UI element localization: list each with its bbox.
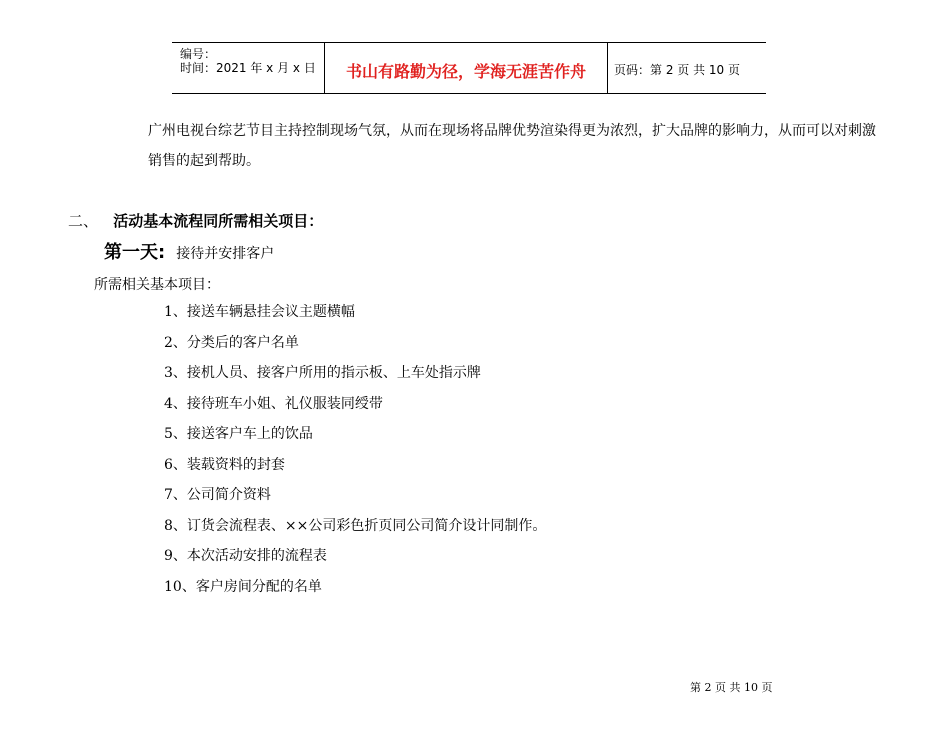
document-date: 时间：2021 年 x 月 x 日	[180, 61, 316, 75]
section-number: 二、	[68, 212, 99, 230]
motto-text: 书山有路勤为径，学海无涯苦作舟	[345, 62, 586, 81]
header-page-cell	[606, 43, 766, 93]
list-item: 5、接送客户车上的饮品	[164, 426, 313, 442]
header-motto-cell	[324, 43, 608, 93]
section-heading	[68, 210, 323, 231]
day-heading	[104, 238, 274, 264]
header-page-number: 页码：第 2 页 共 10 页	[614, 63, 740, 77]
requirements-title: 所需相关基本项目：	[94, 277, 220, 293]
list-item: 10、客户房间分配的名单	[164, 578, 322, 595]
page-footer: 第 2 页 共 10 页	[690, 681, 773, 694]
list-item: 2、分类后的客户名单	[164, 334, 299, 351]
day-title: 第一天:	[104, 242, 166, 263]
header-info-cell	[172, 43, 324, 93]
list-item: 4、接待班车小姐、礼仪服装同绶带	[164, 395, 383, 412]
document-header	[172, 42, 766, 94]
list-item: 1、接送车辆悬挂会议主题横幅	[164, 304, 355, 320]
day-subtitle: 接待并安排客户	[176, 246, 275, 262]
intro-paragraph: 广州电视台综艺节目主持控制现场气氛，从而在现场将品牌优势渲染得更为浓烈，扩大品牌的影响力，从而可以对刺激销售的起到帮助。	[148, 123, 876, 169]
list-item: 6、装载资料的封套	[164, 456, 285, 473]
list-item: 7、公司简介资料	[164, 487, 271, 503]
section-title: 活动基本流程同所需相关项目：	[113, 212, 324, 230]
list-item: 3、接机人员、接客户所用的指示板、上车处指示牌	[164, 365, 481, 381]
list-item: 9、本次活动安排的流程表	[164, 548, 327, 564]
requirements-list	[164, 302, 546, 607]
list-item: 8、订货会流程表、××公司彩色折页同公司简介设计同制作。	[164, 517, 547, 534]
document-code-label: 编号：	[180, 47, 217, 61]
